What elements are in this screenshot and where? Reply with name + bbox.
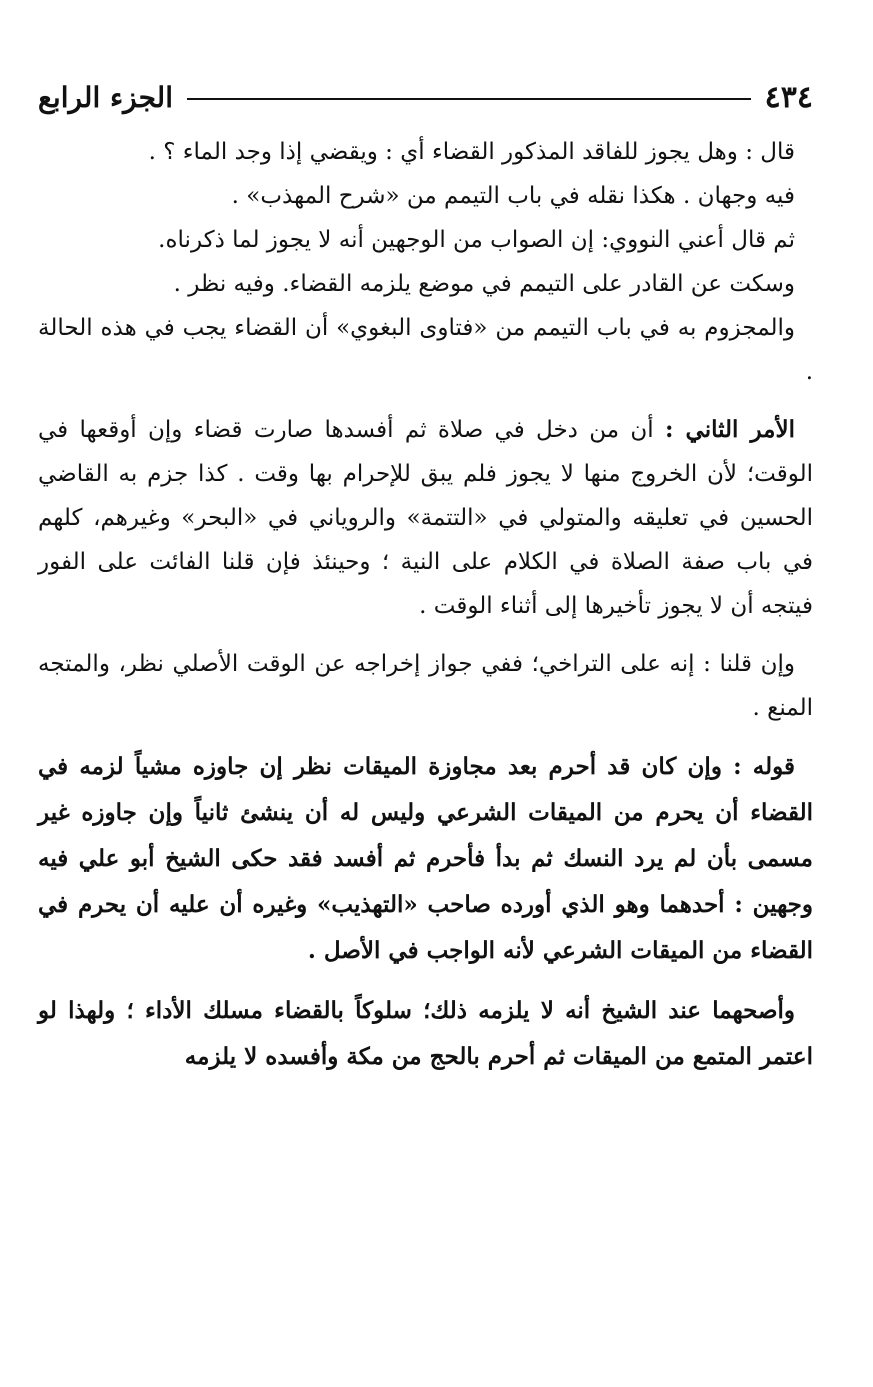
running-title: الجزء الرابع <box>38 80 173 114</box>
paragraph: ثم قال أعني النووي: إن الصواب من الوجهين أنه لا يجوز لما ذكرناه. <box>158 227 795 253</box>
paragraph: وإن قلنا : إنه على التراخي؛ ففي جواز إخراجه عن الوقت الأصلي نظر، والمتجه المنع . <box>38 651 813 721</box>
quoted-paragraph: وأصحهما عند الشيخ أنه لا يلزمه ذلك؛ سلوكاً بالقضاء مسلك الأداء ؛ ولهذا لو اعتمر المتمع من الميقات ثم أحرم بالحج من مكة وأفسده لا يلزمه <box>38 997 813 1070</box>
page-header <box>38 72 813 122</box>
paragraph-second-matter <box>38 408 813 628</box>
quoted-paragraph: قوله : وإن كان قد أحرم بعد مجاوزة الميقات نظر إن جاوزه مشياً لزمه في القضاء أن يحرم من الميقات الشرعي وليس له أن ينشئ ثانياً وإن جاوزه غير مسمى بأن لم يرد النسك ثم بدأ فأحرم ثم أفسد فقد حكى الشيخ أبو علي فيه وجهين : أحدهما وهو الذي أورده صاحب «التهذيب» وغيره أن عليه أن يحرم في القضاء من الميقات الشرعي لأنه الواجب في الأصل . <box>38 753 813 964</box>
paragraph-body: أن من دخل في صلاة ثم أفسدها صارت قضاء وإن أوقعها في الوقت؛ لأن الخروج منها لا يجوز فلم يبق للإحرام بها وقت . كذا جزم به القاضي الحسين في تعليقه والمتولي في «التتمة» والروياني في «البحر» وغيرهم، كلهم في باب صفة الصلاة في الكلام على النية ؛ وحينئذ فإن قلنا الفائت على الفور فيتجه أن لا يجوز تأخيرها إلى أثناء الوقت . <box>38 417 813 619</box>
paragraph: والمجزوم به في باب التيمم من «فتاوى البغوي» أن القضاء يجب في هذه الحالة . <box>38 315 813 385</box>
paragraph: فيه وجهان . هكذا نقله في باب التيمم من «شرح المهذب» . <box>231 183 795 209</box>
page-number: ٤٣٤ <box>764 79 813 115</box>
page-body <box>38 130 813 1080</box>
header-rule <box>187 98 751 100</box>
paragraph: وسكت عن القادر على التيمم في موضع يلزمه القضاء. وفيه نظر . <box>173 271 795 297</box>
paragraph-heading: الأمر الثاني : <box>665 416 795 443</box>
paragraph: قال : وهل يجوز للفاقد المذكور القضاء أي : ويقضي إذا وجد الماء ؟ . <box>148 139 795 165</box>
book-page <box>38 72 813 1080</box>
